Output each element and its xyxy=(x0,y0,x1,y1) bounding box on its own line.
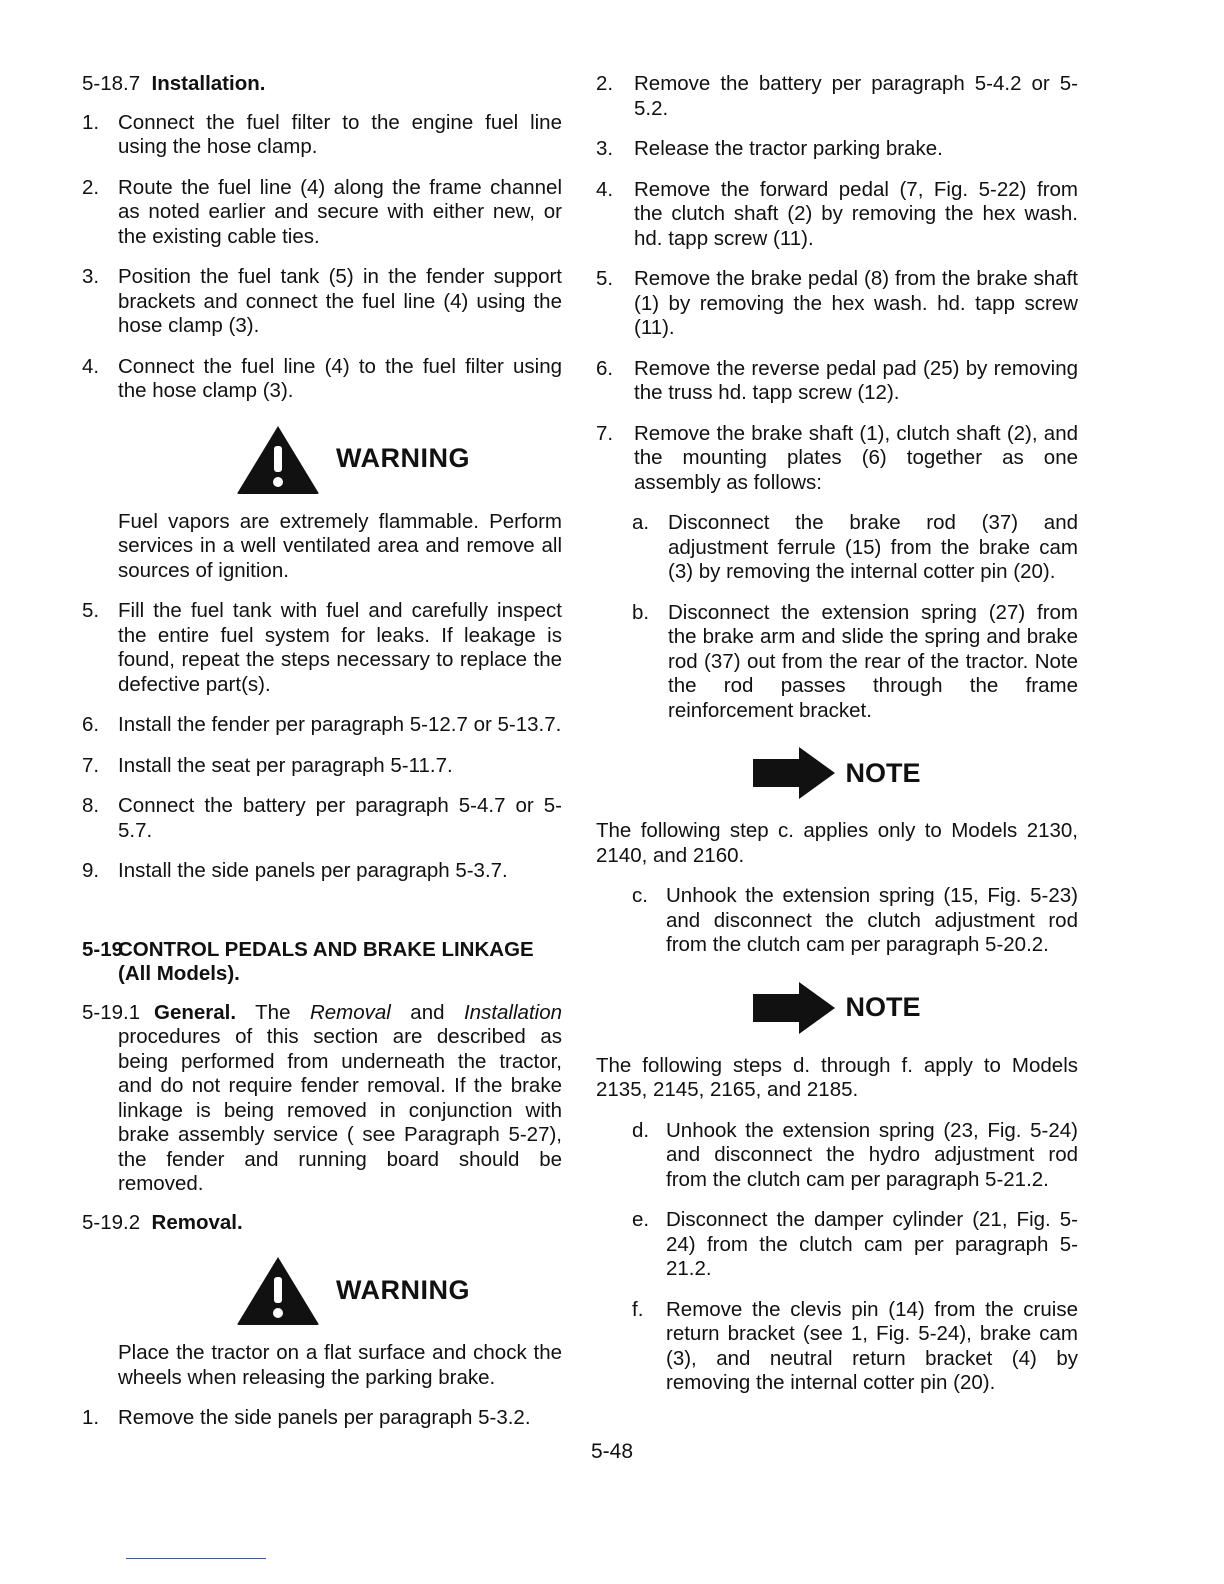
item-text: Remove the forward pedal (7, Fig. 5-22) from the clutch shaft (2) by removing the hex wash. hd. tapp screw (11). xyxy=(634,177,1078,250)
item-number: b. xyxy=(632,600,650,624)
list-item xyxy=(596,357,1078,406)
removal-step: 1. Remove the side panels per paragraph 5-3.2. xyxy=(82,1406,531,1429)
list-item xyxy=(82,355,562,404)
item-number: 7. xyxy=(596,421,614,445)
item-number: a. xyxy=(632,511,650,534)
item-number: 4. xyxy=(82,354,100,378)
note-block-2 xyxy=(596,980,1078,1036)
right-column xyxy=(596,72,1078,1412)
sub-list-item xyxy=(596,1119,1078,1193)
item-text: Unhook the extension spring (23, Fig. 5-24) and disconnect the hydro adjustment rod from the clutch cam per paragraph 5-21.2. xyxy=(666,1118,1078,1191)
general-paragraph: 5-19.1 General. The Removal and Installation procedures of this section are described as being performed from underneath the tractor, and do not require fender removal. If the brake linkage is being removed in conjunction with brake assembly service ( see Paragraph 5-27), the fender and running board should be removed. xyxy=(82,1000,562,1195)
removal-substeps-a xyxy=(596,511,1078,723)
item-text: Release the tractor parking brake. xyxy=(634,137,943,160)
item-number: 4. xyxy=(596,177,614,201)
warning-block-2 xyxy=(142,1253,562,1327)
list-item xyxy=(82,599,562,697)
warning-triangle-icon xyxy=(234,422,322,496)
item-text: Install the seat per paragraph 5-11.7. xyxy=(118,753,453,777)
item-text: Install the side panels per paragraph 5-3.7. xyxy=(118,859,508,882)
item-number: 7. xyxy=(82,753,100,777)
item-text: Position the fuel tank (5) in the fender support brackets and connect the fuel line (4) using the hose clamp (3). xyxy=(118,265,562,337)
warning-title: WARNING xyxy=(336,1274,470,1305)
removal-heading: 5-19.2 Removal. xyxy=(82,1210,243,1234)
arrow-right-icon xyxy=(753,745,837,801)
note-text: The following steps d. through f. apply to Models 2135, 2145, 2165, and 2185. xyxy=(596,1053,1078,1101)
warning-text: Place the tractor on a flat surface and chock the wheels when releasing the parking brake. xyxy=(118,1341,562,1389)
item-number: f. xyxy=(632,1297,644,1321)
item-number: 2. xyxy=(596,72,614,95)
footer-rule xyxy=(126,1558,266,1559)
item-number: 9. xyxy=(82,859,100,882)
list-item xyxy=(596,267,1078,341)
list-item xyxy=(82,754,562,779)
sub-list-item xyxy=(596,1298,1078,1396)
arrow-right-icon xyxy=(753,980,837,1036)
warning-text: Fuel vapors are extremely flammable. Perform services in a well ventilated area and remove all sources of ignition. xyxy=(118,509,562,582)
warning-title: WARNING xyxy=(336,443,470,474)
item-number: e. xyxy=(632,1208,650,1231)
item-text: Fill the fuel tank with fuel and carefully inspect the entire fuel system for leaks. If leakage is found, repeat the steps necessary to replace the defective part(s). xyxy=(118,599,562,696)
item-number: 5. xyxy=(82,599,100,622)
installation-steps-b xyxy=(82,599,562,884)
item-text: Connect the battery per paragraph 5-4.7 or 5-5.7. xyxy=(118,794,562,842)
removal-substeps-d xyxy=(596,1119,1078,1396)
note-title: NOTE xyxy=(845,757,921,788)
item-text: Remove the brake shaft (1), clutch shaft (2), and the mounting plates (6) together as one assembly as follows: xyxy=(634,421,1078,494)
list-item xyxy=(82,859,562,884)
sub-list-item xyxy=(596,511,1078,585)
list-item xyxy=(82,265,562,339)
item-text: Connect the fuel line (4) to the fuel filter using the hose clamp (3). xyxy=(118,354,562,402)
note-block-1 xyxy=(596,745,1078,801)
item-number: 6. xyxy=(596,356,614,380)
item-text: Connect the fuel filter to the engine fuel line using the hose clamp. xyxy=(118,110,562,158)
item-number: 3. xyxy=(82,265,100,288)
list-item xyxy=(82,794,562,843)
removal-steps xyxy=(596,72,1078,495)
item-text: Disconnect the brake rod (37) and adjustment ferrule (15) from the brake cam (3) by removing the internal cotter pin (20). xyxy=(668,511,1078,583)
item-text: Remove the battery per paragraph 5-4.2 or 5-5.2. xyxy=(634,72,1078,120)
section-heading: 5-19 CONTROL PEDALS AND BRAKE LINKAGE (All Models). xyxy=(82,937,534,985)
item-text: Disconnect the damper cylinder (21, Fig. 5-24) from the clutch cam per paragraph 5-21.2. xyxy=(666,1208,1078,1280)
warning-block-1 xyxy=(142,422,562,496)
list-item xyxy=(596,422,1078,496)
sub-list-item xyxy=(596,1208,1078,1282)
list-item xyxy=(82,111,562,160)
list-item xyxy=(82,176,562,250)
item-text: Remove the reverse pedal pad (25) by removing the truss hd. tapp screw (12). xyxy=(634,356,1078,404)
item-number: 6. xyxy=(82,713,100,736)
item-number: 1. xyxy=(82,110,100,134)
list-item xyxy=(596,72,1078,121)
warning-triangle-icon xyxy=(234,1253,322,1327)
item-text: Disconnect the extension spring (27) from the brake arm and slide the spring and brake rod (37) out from the rear of the tractor. Note the rod passes through the frame reinforcement bracket. xyxy=(668,600,1078,722)
note-text: The following step c. applies only to Models 2130, 2140, and 2160. xyxy=(596,819,1078,867)
list-item xyxy=(596,178,1078,252)
item-number: 5. xyxy=(596,267,614,290)
list-item xyxy=(82,713,562,738)
item-number: 8. xyxy=(82,794,100,817)
list-item xyxy=(596,137,1078,162)
item-number: 3. xyxy=(596,137,614,160)
item-text: Install the fender per paragraph 5-12.7 or 5-13.7. xyxy=(118,713,562,736)
left-column xyxy=(82,72,562,1447)
installation-heading: 5-18.7 Installation. xyxy=(82,72,266,95)
note-title: NOTE xyxy=(845,992,921,1023)
item-number: d. xyxy=(632,1118,650,1142)
installation-steps-a xyxy=(82,111,562,404)
item-text: Route the fuel line (4) along the frame channel as noted earlier and secure with either new, or the existing cable ties. xyxy=(118,175,562,248)
item-text: Remove the clevis pin (14) from the cruise return bracket (see 1, Fig. 5-24), brake cam (3), and neutral return bracket (4) by removing the internal cotter pin (20). xyxy=(666,1297,1078,1394)
page-number: 5-48 xyxy=(590,1440,634,1463)
item-number: 2. xyxy=(82,175,100,199)
sub-list-item xyxy=(596,601,1078,724)
item-text: Remove the brake pedal (8) from the brake shaft (1) by removing the hex wash. hd. tapp screw (11). xyxy=(634,267,1078,339)
substep-c: c. Unhook the extension spring (15, Fig. 5-23) and disconnect the clutch adjustment rod from the clutch cam per paragraph 5-20.2. xyxy=(632,884,1078,956)
